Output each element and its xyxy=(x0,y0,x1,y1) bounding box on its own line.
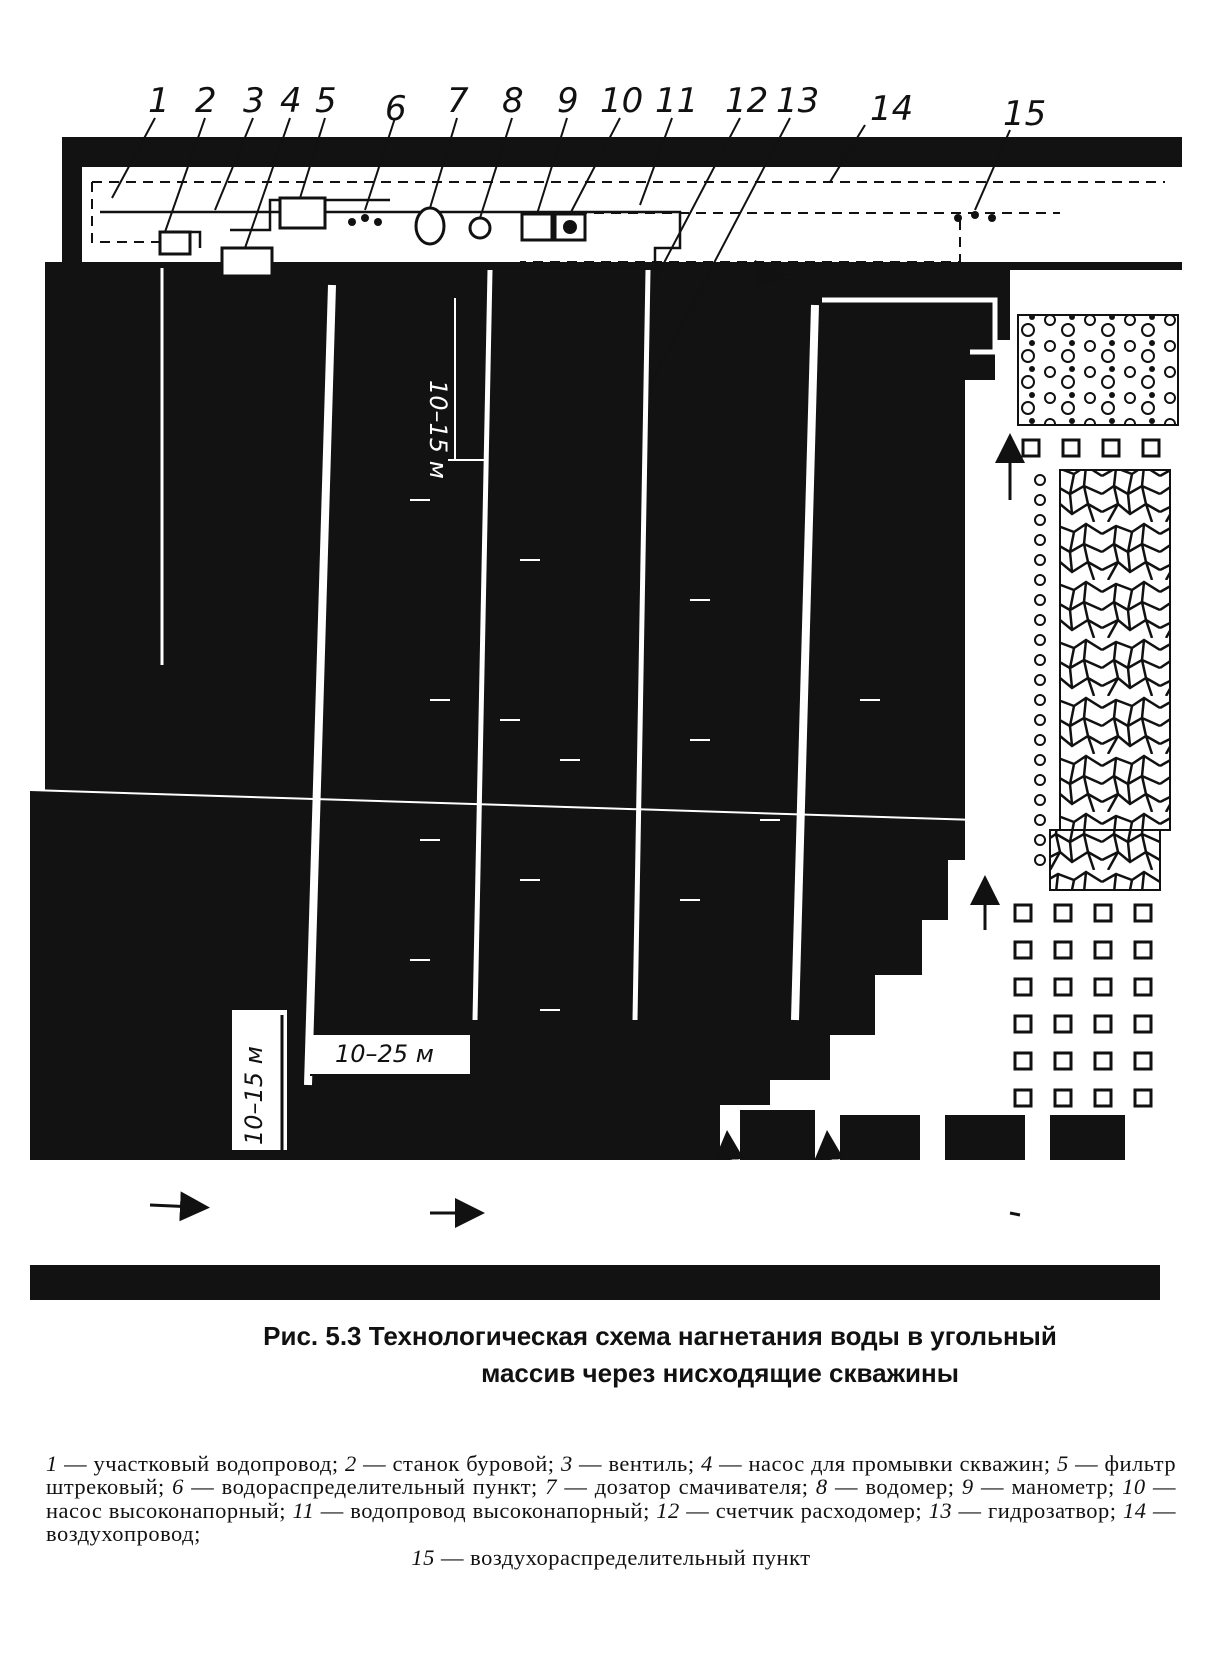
callout-15: 15 xyxy=(1003,94,1047,134)
callout-12: 12 xyxy=(725,81,769,121)
callout-6: 6 xyxy=(385,89,407,129)
face-support-dots xyxy=(1035,475,1045,865)
callout-2: 2 xyxy=(195,81,217,121)
dimension-horizontal xyxy=(310,1035,470,1075)
wetting-agent-doser xyxy=(416,208,444,244)
pressure-gauge xyxy=(522,214,552,240)
callout-13: 13 xyxy=(776,81,820,121)
legend-item: 14 — воздухопровод; xyxy=(46,1497,1177,1547)
callout-14: 14 xyxy=(870,89,914,129)
dimension-upper-vertical-label: 10–15 м xyxy=(424,380,452,479)
legend-item: 7 — дозатор смачивателя; xyxy=(545,1474,809,1500)
figure-legend xyxy=(46,1452,1176,1569)
legend-item: 5 — фильтр штрековый; xyxy=(46,1451,1177,1500)
legend-item: 8 — водомер; xyxy=(815,1474,955,1500)
callout-9: 9 xyxy=(557,81,579,121)
drill-rig xyxy=(160,232,190,254)
legend-item: 4 — насос для промывки скважин; xyxy=(700,1451,1051,1476)
caption-line-2: массив через нисходящие скважины xyxy=(481,1357,959,1388)
dimension-horizontal-label: 10–25 м xyxy=(335,1040,434,1068)
flushing-pump xyxy=(222,248,272,276)
callout-11: 11 xyxy=(655,81,699,121)
legend-item: 12 — счетчик расходомер; xyxy=(656,1497,923,1523)
lower-gallery-floor xyxy=(30,1265,1160,1300)
dimension-lower-vertical-label: 10–15 м xyxy=(240,1046,268,1145)
callout-4: 4 xyxy=(280,81,302,121)
callout-10: 10 xyxy=(600,81,644,121)
figure-caption xyxy=(180,1318,1140,1392)
callout-7: 7 xyxy=(447,81,469,121)
upper-gallery-roof xyxy=(62,137,1182,167)
callout-5: 5 xyxy=(315,81,337,121)
coal-seam xyxy=(30,174,1010,1160)
legend-item: 10 — насос высоконапорный; xyxy=(46,1474,1177,1523)
legend-item: 3 — вентиль; xyxy=(560,1451,695,1476)
goaf-rubble-lower xyxy=(1050,830,1160,890)
legend-item: 15 — воздухораспределительный пункт xyxy=(411,1544,811,1570)
legend-item: 9 — манометр; xyxy=(961,1474,1115,1500)
dimension-lower-vertical xyxy=(232,1010,287,1150)
goaf-rubble xyxy=(1060,470,1170,830)
legend-item: 13 — гидрозатвор; xyxy=(928,1497,1117,1523)
callout-8: 8 xyxy=(502,81,524,121)
water-meter xyxy=(470,218,490,238)
callout-1: 1 xyxy=(148,81,170,121)
callout-3: 3 xyxy=(243,81,265,121)
legend-item: 2 — станок буровой; xyxy=(345,1451,555,1476)
legend-item: 1 — участковый водопровод; xyxy=(46,1451,339,1476)
legend-item: 6 — водораспределительный пункт; xyxy=(172,1474,538,1500)
lower-gallery xyxy=(30,1160,1160,1260)
gallery-filter xyxy=(280,198,325,228)
callout-numbers xyxy=(148,81,1046,134)
legend-item: 11 — водопровод высоконапорный; xyxy=(292,1497,650,1523)
caption-line-1: Рис. 5.3 Технологическая схема нагнетания воды в угольный xyxy=(263,1321,1057,1351)
roof-caving-zone xyxy=(1018,315,1178,425)
